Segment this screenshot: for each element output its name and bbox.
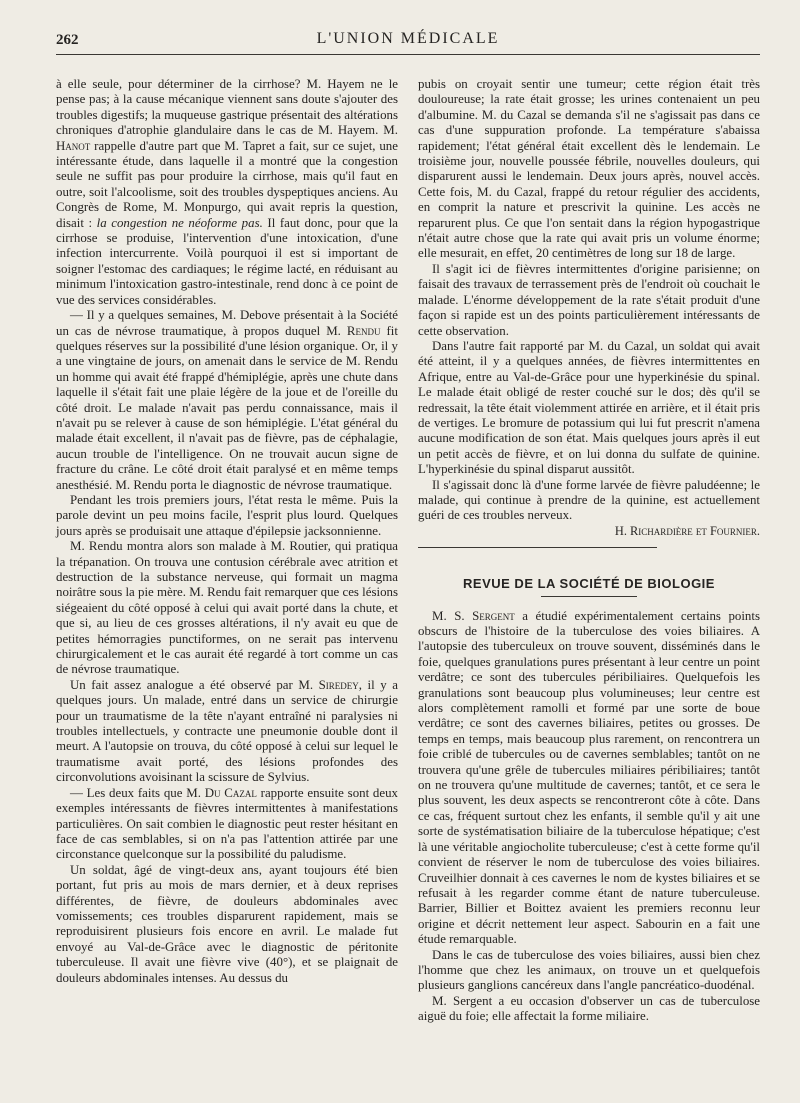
paragraph [56,77,398,308]
text-run: a étudié expérimentalement certains points obscurs de l'histoire de la tuberculose des voies biliaires. A l'autopsie des tuberculeux on trouve souvent, disséminés dans le foie, quelques granulations pures présentant à leur centre un point verdâtre; ce sont des tubercules péribiliaires. Quelquefois les granulations sont beaucoup plus volumineuses; leur centre est alors complètement ramolli et formé par une sorte de boue verdâtre; ce sont des cavernes biliaires, petites ou grosses. De temps en temps, mais beaucoup plus rarement, on rencontrera un foie criblé de tubercules ou de cavernes semblables; tantôt on ne trouvera qu'une grêle de tubercules miliaires péribiliaires; tantôt on ne trouvera qu'une multitude de cavernes; tantôt, et ce sera le plus souvent, les deux aspects se rencontreront côte à côte. Dans ce cas, fréquent surtout chez les enfants, il semble qu'il y ait une sorte de systématisation biliaire de la tuberculose hépatique; c'est là une véritable angiocholite tuberculeuse; c'est à cette forme qu'il convient de réserver le nom de tuberculose des voies biliaires. Cruveilhier donnait à ces cavernes le nom de kystes biliaires et se refusait à les regarder comme étant de nature tuberculeuse. Barrier, Billier et Boittez avaient les premiers reconnu leur origine et décrit nettement leur aspect. Sabourin en a fait une étude remarquable. [418,608,760,947]
paragraph: M. Sergent a eu occasion d'observer un cas de tuberculose aiguë du foie; elle affectait la forme miliaire. [418,993,760,1024]
paragraph [418,609,760,948]
text-run: Un fait assez analogue a été observé par M. [70,677,314,692]
page-number: 262 [56,32,79,48]
signature-prefix: H. [614,523,627,538]
text-run: — Les deux faits que M. [70,785,201,800]
text-run: Il faut donc, pour que la cirrhose se produise, l'intervention d'une intoxication, d'une infection intercurrente. Voilà pourquoi il est si important de soigner l'estomac des cardiaques; le régime lacté, en réduisant au minimum l'intoxication gastro-intestinale, rend donc à ce point de vue des services considérables. [56,215,399,307]
text-run: , il y a quelques jours. Un malade, entré dans un service de chirurgie pour un traumatisme de la tête n'ayant entraîné ni paralysies ni troubles intellectuels, y contracte une pneumonie double dont il meurt. A l'autopsie on trouva, du côté opposé à celui sur lequel le traumatisme avait porté, des lésions profondes des circonvolutions avoisinant la scissure de Sylvius. [56,677,398,785]
text-run: fit quelques réserves sur la possibilité d'une lésion organique. Or, il y a une vingtaine de jours, on amenait dans le service de M. Rendu un homme qui avait été frappé d'hémiplégie, après une chute dans laquelle il s'était fait une plaie légère de la joue et de l'oreille du côté droit. Le malade n'avait pas perdu connaissance, mais il n'avait pu se relever à cause de son hémiplégie. L'état général du malade était excellent, il n'avait pas de fièvre, pas de céphalagie, aucun trouble de l'intelligence. On ne trouvait aucun signe de fracture du crâne. Le côté droit était paralysé et en même temps anesthésié. M. Rendu porta le diagnostic de névrose traumatique. [56,323,398,492]
text-run: à elle seule, pour déterminer de la cirrhose? M. Hayem ne le pense pas; à la cause mécanique viennent sans doute s'ajouter des troubles digestifs; la muqueuse gastrique présentait des altérations chroniques d'atrophie glandulaire dans le cas de M. Hayem. M. [56,77,398,138]
paragraph: Dans l'autre fait rapporté par M. du Cazal, un soldat qui avait été atteint, il y a quelques années, de fièvres intermittentes en Afrique, entre au Val-de-Grâce pour une hyperkinésie du spinal. Le malade était obligé de rester couché sur le dos; dès qu'il se redressait, la tête était violemment attirée en arrière, et il était pris de vertiges. Le bromure de potassium qui lui fut prescrit n'amena aucune modification de son état. Mais quelques jours après il eut un petit accès de fièvre, et on lui donna du sulfate de quinine. L'hyperkinésie du spinal disparut aussitôt. [418,338,760,477]
paragraph: Pendant les trois premiers jours, l'état resta le même. Puis la parole devint un peu moins facile, l'esprit plus lourd. Quelques jours après se produisait une attaque d'épilepsie jacksonnienne. [56,492,398,538]
right-column [418,77,760,1025]
signature-names: Richardière et Fournier. [630,523,760,538]
paragraph [56,786,398,863]
article-signature [418,524,760,539]
text-run: M. S. [432,608,465,623]
author-name: Du Cazal [204,785,257,800]
page-header [56,28,760,55]
paragraph: M. Rendu montra alors son malade à M. Routier, qui pratiqua la trépanation. On trouva une contusion cérébrale avec atrition et destruction de la substance nerveuse, qui formait un magma noirâtre sous la pie mère. M. Rendu fait remarquer que ces lésions siégeaient du côté opposé à celui qui avait porté dans la chute, et que si, au lieu de ces grosses altérations, il n'y avait eu que de petites hémorragies punctiformes, on ne serait pas intervenu chirurgicalement et le cas aurait été regardé à tort comme un cas de névrose traumatique. [56,539,398,677]
section-divider [418,547,657,548]
paragraph: Dans le cas de tuberculose des voies biliaires, aussi bien chez l'homme que chez les animaux, on trouve un et quelquefois plusieurs ganglions cancéreux dans l'angle pancréatico-duodénal. [418,947,760,993]
text-run: rappelle d'autre part que M. Tapret a fait, sur ce sujet, une intéressante étude, dans laquelle il a montré que la congestion seule ne suffit pas pour produire la cirrhose, mais qu'il faut en outre, soit l'alcoolisme, soit des troubles dyspeptiques anciens. Au Congrès de Rome, M. Monpurgo, qui avait repris la question, disait : [56,138,398,230]
author-name: Siredey [318,677,359,692]
running-title: L'UNION MÉDICALE [316,30,500,47]
section-title: REVUE DE LA SOCIÉTÉ DE BIOLOGIE [463,576,715,592]
italic-quote: la congestion ne néoforme pas. [96,215,263,230]
paragraph: Un soldat, âgé de vingt-deux ans, ayant toujours été bien portant, fut pris au mois de mars dernier, et à deux reprises différentes, de fièvre, de douleurs abdominales avec vomissements; ces troubles disparurent rapidement, mais se reproduisirent plusieurs fois encore en avril. Le malade fut envoyé au Val-de-Grâce avec le diagnostic de péritonite tuberculeuse. Il avait une fièvre vive (40°), et se plaignait de douleurs abdominales intenses. Au dessus du [56,862,398,985]
text-run: rapporte ensuite sont deux exemples intéressants de fièvres intermittentes à manifestations particulières. On sait combien le diagnostic peut rester hésitant en face de cas semblables, si on n'a pas l'attention attirée par une circonstance quelconque sur la possibilité du paludisme. [56,785,398,862]
paragraph [56,678,398,786]
title-underline [541,596,637,597]
left-column [56,77,398,1025]
paragraph: Il s'agit ici de fièvres intermittentes d'origine parisienne; on faisait des travaux de terrassement près de l'endroit où couchait le malade. L'énorme développement de la rate s'était produit d'une façon si rapide est un des points particulièrement intéressants de cette observation. [418,261,760,338]
paragraph: pubis on croyait sentir une tumeur; cette région était très douloureuse; la rate était grosse; les urines contenaient un peu d'albumine. M. du Cazal se demanda s'il ne s'agissait pas dans ce cas d'une suppuration profonde. La température s'abaissa rapidement; l'état général était excellent dès le lendemain. Le troisième jour, nouvelle poussée fébrile, nouvelles douleurs, qui disparurent aussi le lendemain. Deux jours après, nouvel accès. Cette fois, M. du Cazal, frappé du retour régulier des accidents, en comprit la nature et prescrivit la quinine. Les accès ne reparurent plus. Ce que l'on sentait dans la région hypogastrique n'était autre chose que la rate qui avait pris un volume énorme; elle mesurait, en effet, 20 centimètres de long sur 18 de large. [418,77,760,261]
author-name: Rendu [346,323,381,338]
author-name: Sergent [472,608,515,623]
paragraph: Il s'agissait donc là d'une forme larvée de fièvre paludéenne; le malade, qui continue à prendre de la quinine, est actuellement guéri de ces troubles nerveux. [418,477,760,523]
author-name: Hanot [56,138,91,153]
two-column-body [56,77,760,1025]
paragraph [56,308,398,493]
text-run: — Il y a quelques semaines, M. Debove présentait à la Société un cas de névrose traumatique, à propos duquel M. [56,308,398,338]
